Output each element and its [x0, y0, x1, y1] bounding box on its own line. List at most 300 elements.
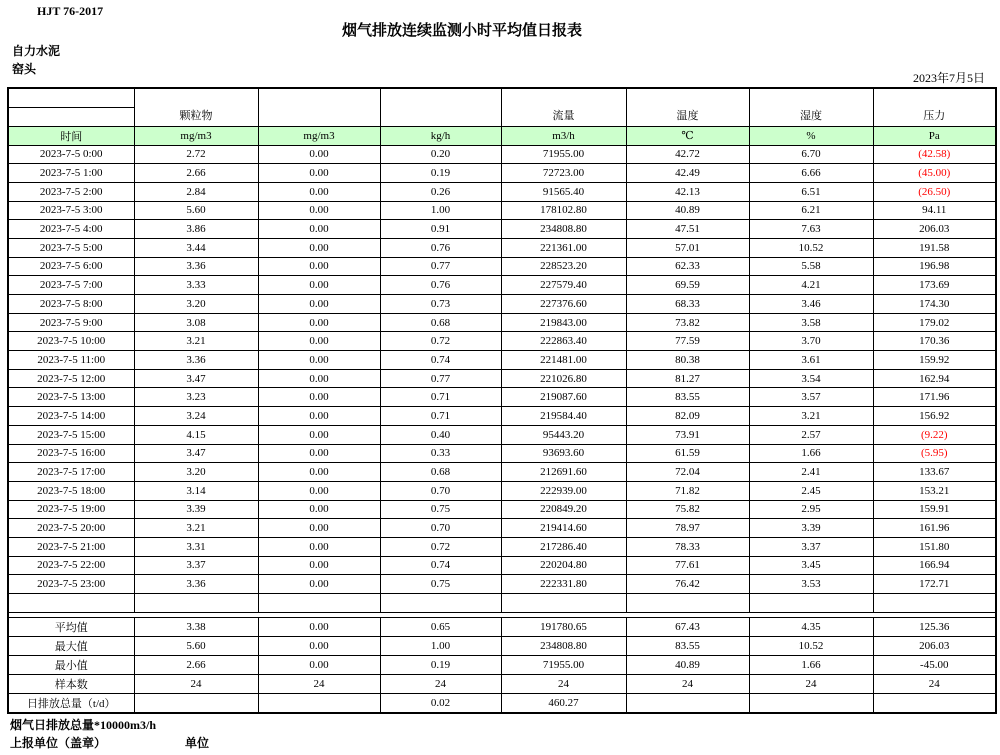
value-cell: 0.73 [380, 295, 501, 314]
value-cell: 0.26 [380, 182, 501, 201]
value-cell: (9.22) [873, 425, 996, 444]
value-cell: 0.00 [258, 182, 380, 201]
value-cell: 3.58 [749, 313, 873, 332]
value-cell: 57.01 [626, 238, 749, 257]
title-container [0, 19, 924, 40]
value-cell: 0.00 [258, 351, 380, 370]
value-cell: 178102.80 [501, 201, 626, 220]
value-cell: 0.00 [258, 463, 380, 482]
time-cell: 2023-7-5 11:00 [8, 351, 134, 370]
time-cell: 2023-7-5 7:00 [8, 276, 134, 295]
value-cell: 0.33 [380, 444, 501, 463]
empty-cell [8, 594, 134, 613]
value-cell: 0.72 [380, 332, 501, 351]
value-cell: 1.00 [380, 637, 501, 656]
value-cell: 234808.80 [501, 220, 626, 239]
value-cell: 2.45 [749, 481, 873, 500]
page-title: 烟气排放连续监测小时平均值日报表 [341, 23, 582, 39]
value-cell: 0.00 [258, 425, 380, 444]
value-cell: 71955.00 [501, 656, 626, 675]
value-cell [626, 594, 749, 613]
table-row [8, 313, 996, 332]
value-cell: 24 [380, 675, 501, 694]
value-cell: 10.52 [749, 637, 873, 656]
value-cell: 0.77 [380, 257, 501, 276]
value-cell: 3.86 [134, 220, 258, 239]
value-cell [134, 594, 258, 613]
value-cell: 0.00 [258, 201, 380, 220]
value-cell: 125.36 [873, 618, 996, 637]
value-cell: 3.38 [134, 618, 258, 637]
value-cell: 24 [134, 675, 258, 694]
table-row [8, 295, 996, 314]
value-cell: 3.20 [134, 295, 258, 314]
value-cell: 206.03 [873, 637, 996, 656]
value-cell: 3.36 [134, 257, 258, 276]
time-cell: 2023-7-5 18:00 [8, 481, 134, 500]
table-body [8, 145, 996, 713]
value-cell: 3.61 [749, 351, 873, 370]
value-cell: 174.30 [873, 295, 996, 314]
table-row [8, 407, 996, 426]
column-header-time: 时间 [8, 126, 134, 145]
value-cell: 61.59 [626, 444, 749, 463]
empty-row [8, 594, 996, 613]
value-cell: 0.00 [258, 500, 380, 519]
value-cell: 172.71 [873, 575, 996, 594]
time-cell: 2023-7-5 6:00 [8, 257, 134, 276]
value-cell: 219087.60 [501, 388, 626, 407]
value-cell: 219843.00 [501, 313, 626, 332]
value-cell: 161.96 [873, 519, 996, 538]
summary-label-cell: 最大值 [8, 637, 134, 656]
value-cell: 0.00 [258, 332, 380, 351]
value-cell: 47.51 [626, 220, 749, 239]
value-cell: 0.76 [380, 238, 501, 257]
value-cell [749, 694, 873, 713]
value-cell: 3.70 [749, 332, 873, 351]
value-cell: 4.35 [749, 618, 873, 637]
time-cell: 2023-7-5 2:00 [8, 182, 134, 201]
value-cell [749, 594, 873, 613]
value-cell: 219414.60 [501, 519, 626, 538]
table-row [8, 369, 996, 388]
value-cell: 221361.00 [501, 238, 626, 257]
value-cell: 0.00 [258, 575, 380, 594]
value-cell: 0.71 [380, 407, 501, 426]
value-cell: 0.40 [380, 425, 501, 444]
value-cell: 3.47 [134, 444, 258, 463]
value-cell: 212691.60 [501, 463, 626, 482]
doc-code: HJT 76-2017 [37, 4, 104, 18]
group-empty-col4 [380, 88, 501, 126]
value-cell: 3.57 [749, 388, 873, 407]
table-row [8, 481, 996, 500]
summary-row [8, 637, 996, 656]
value-cell: 3.21 [134, 332, 258, 351]
value-cell: (26.50) [873, 182, 996, 201]
value-cell: 0.02 [380, 694, 501, 713]
value-cell: 3.20 [134, 463, 258, 482]
value-cell: 78.97 [626, 519, 749, 538]
time-cell: 2023-7-5 20:00 [8, 519, 134, 538]
value-cell: 0.00 [258, 238, 380, 257]
value-cell: 2.95 [749, 500, 873, 519]
value-cell: 71955.00 [501, 145, 626, 164]
time-cell: 2023-7-5 19:00 [8, 500, 134, 519]
value-cell: 3.08 [134, 313, 258, 332]
value-cell: 77.61 [626, 556, 749, 575]
value-cell: 1.00 [380, 201, 501, 220]
value-cell: 0.00 [258, 313, 380, 332]
value-cell: 3.54 [749, 369, 873, 388]
value-cell: 3.31 [134, 537, 258, 556]
column-header-kg-h: kg/h [380, 126, 501, 145]
value-cell: 0.00 [258, 220, 380, 239]
table-row [8, 164, 996, 183]
value-cell: 0.00 [258, 145, 380, 164]
header-empty-cell [8, 88, 134, 107]
value-cell: 72.04 [626, 463, 749, 482]
value-cell: 68.33 [626, 295, 749, 314]
value-cell: 217286.40 [501, 537, 626, 556]
value-cell: 0.00 [258, 257, 380, 276]
column-header-mg-m3-a: mg/m3 [134, 126, 258, 145]
value-cell: 76.42 [626, 575, 749, 594]
value-cell: 156.92 [873, 407, 996, 426]
value-cell: 0.77 [380, 369, 501, 388]
value-cell: 93693.60 [501, 444, 626, 463]
value-cell: 3.36 [134, 575, 258, 594]
value-cell: 0.71 [380, 388, 501, 407]
value-cell: 0.75 [380, 575, 501, 594]
table-row [8, 537, 996, 556]
value-cell: 69.59 [626, 276, 749, 295]
value-cell: 220204.80 [501, 556, 626, 575]
column-header-percent: % [749, 126, 873, 145]
value-cell: 0.70 [380, 519, 501, 538]
value-cell: 6.66 [749, 164, 873, 183]
value-cell [873, 694, 996, 713]
value-cell: 151.80 [873, 537, 996, 556]
time-cell: 2023-7-5 4:00 [8, 220, 134, 239]
value-cell: (45.00) [873, 164, 996, 183]
value-cell: 42.13 [626, 182, 749, 201]
table-row [8, 500, 996, 519]
value-cell: 159.91 [873, 500, 996, 519]
value-cell: 0.70 [380, 481, 501, 500]
report-table [7, 87, 997, 714]
value-cell: 42.49 [626, 164, 749, 183]
value-cell: 0.00 [258, 637, 380, 656]
value-cell: 228523.20 [501, 257, 626, 276]
value-cell: 0.00 [258, 164, 380, 183]
table-row [8, 220, 996, 239]
flow-total-note: 烟气日排放总量*10000m3/h [10, 718, 157, 732]
header-empty-cell [8, 107, 134, 126]
value-cell: 42.72 [626, 145, 749, 164]
group-temperature: 温度 [626, 88, 749, 126]
summary-label-cell: 平均值 [8, 618, 134, 637]
time-cell: 2023-7-5 16:00 [8, 444, 134, 463]
value-cell: 83.55 [626, 637, 749, 656]
value-cell: 133.67 [873, 463, 996, 482]
value-cell: 1.66 [749, 656, 873, 675]
time-cell: 2023-7-5 14:00 [8, 407, 134, 426]
value-cell: 191.58 [873, 238, 996, 257]
value-cell: 5.60 [134, 637, 258, 656]
value-cell [134, 694, 258, 713]
time-cell: 2023-7-5 0:00 [8, 145, 134, 164]
value-cell: 0.74 [380, 351, 501, 370]
time-cell: 2023-7-5 12:00 [8, 369, 134, 388]
value-cell: 222331.80 [501, 575, 626, 594]
summary-label-cell: 日排放总量（t/d） [8, 694, 134, 713]
time-cell: 2023-7-5 3:00 [8, 201, 134, 220]
value-cell: 227579.40 [501, 276, 626, 295]
value-cell: 73.91 [626, 425, 749, 444]
value-cell: 73.82 [626, 313, 749, 332]
value-cell: 77.59 [626, 332, 749, 351]
value-cell: 222939.00 [501, 481, 626, 500]
value-cell: 162.94 [873, 369, 996, 388]
value-cell: 0.00 [258, 388, 380, 407]
unit-label: 单位 [185, 736, 210, 750]
group-particulate: 颗粒物 [134, 88, 258, 126]
value-cell: 24 [749, 675, 873, 694]
value-cell: 3.46 [749, 295, 873, 314]
value-cell: 78.33 [626, 537, 749, 556]
value-cell: 67.43 [626, 618, 749, 637]
value-cell: 5.60 [134, 201, 258, 220]
table-row [8, 257, 996, 276]
summary-label-cell: 样本数 [8, 675, 134, 694]
value-cell: 0.75 [380, 500, 501, 519]
value-cell [501, 594, 626, 613]
value-cell: 95443.20 [501, 425, 626, 444]
group-flow: 流量 [501, 88, 626, 126]
group-empty-col3 [258, 88, 380, 126]
header-spacer-row [8, 88, 996, 107]
summary-row [8, 618, 996, 637]
table-row [8, 556, 996, 575]
time-cell: 2023-7-5 15:00 [8, 425, 134, 444]
value-cell: 3.23 [134, 388, 258, 407]
value-cell: 0.00 [258, 556, 380, 575]
time-cell: 2023-7-5 10:00 [8, 332, 134, 351]
value-cell: 159.92 [873, 351, 996, 370]
value-cell: 7.63 [749, 220, 873, 239]
value-cell: 0.65 [380, 618, 501, 637]
value-cell [258, 694, 380, 713]
value-cell: 40.89 [626, 656, 749, 675]
value-cell: 3.37 [134, 556, 258, 575]
value-cell [380, 594, 501, 613]
table-row [8, 276, 996, 295]
value-cell: 80.38 [626, 351, 749, 370]
value-cell: 6.51 [749, 182, 873, 201]
time-cell: 2023-7-5 9:00 [8, 313, 134, 332]
value-cell: 0.00 [258, 618, 380, 637]
table-row [8, 575, 996, 594]
value-cell: 75.82 [626, 500, 749, 519]
value-cell: 179.02 [873, 313, 996, 332]
value-cell: 2.41 [749, 463, 873, 482]
value-cell: 221026.80 [501, 369, 626, 388]
value-cell: 2.66 [134, 656, 258, 675]
value-cell: 1.66 [749, 444, 873, 463]
value-cell: 3.45 [749, 556, 873, 575]
value-cell: 0.76 [380, 276, 501, 295]
time-cell: 2023-7-5 13:00 [8, 388, 134, 407]
value-cell: 6.70 [749, 145, 873, 164]
value-cell: 91565.40 [501, 182, 626, 201]
value-cell: 153.21 [873, 481, 996, 500]
time-cell: 2023-7-5 23:00 [8, 575, 134, 594]
value-cell: 3.33 [134, 276, 258, 295]
value-cell [258, 594, 380, 613]
value-cell: 0.00 [258, 276, 380, 295]
value-cell: 220849.20 [501, 500, 626, 519]
report-unit-label: 上报单位（盖章） [10, 736, 107, 750]
value-cell: 0.00 [258, 481, 380, 500]
summary-row [8, 694, 996, 713]
value-cell: 0.00 [258, 407, 380, 426]
value-cell: 222863.40 [501, 332, 626, 351]
report-date: 2023年7月5日 [912, 71, 985, 85]
value-cell: 24 [873, 675, 996, 694]
table-row [8, 332, 996, 351]
value-cell: 171.96 [873, 388, 996, 407]
value-cell: 227376.60 [501, 295, 626, 314]
time-cell: 2023-7-5 1:00 [8, 164, 134, 183]
value-cell: 24 [501, 675, 626, 694]
value-cell [626, 694, 749, 713]
value-cell: 234808.80 [501, 637, 626, 656]
value-cell: 3.39 [134, 500, 258, 519]
time-cell: 2023-7-5 22:00 [8, 556, 134, 575]
value-cell: 0.19 [380, 164, 501, 183]
value-cell: 206.03 [873, 220, 996, 239]
value-cell: 3.14 [134, 481, 258, 500]
value-cell: 0.74 [380, 556, 501, 575]
value-cell: 3.36 [134, 351, 258, 370]
value-cell: 170.36 [873, 332, 996, 351]
value-cell: 3.37 [749, 537, 873, 556]
column-header-mg-m3-b: mg/m3 [258, 126, 380, 145]
group-humidity: 湿度 [749, 88, 873, 126]
value-cell: 10.52 [749, 238, 873, 257]
value-cell: 0.00 [258, 369, 380, 388]
value-cell [873, 594, 996, 613]
table-row [8, 145, 996, 164]
summary-label-cell: 最小值 [8, 656, 134, 675]
value-cell: 4.15 [134, 425, 258, 444]
value-cell: 2.72 [134, 145, 258, 164]
value-cell: 0.00 [258, 519, 380, 538]
table-row [8, 444, 996, 463]
value-cell: 83.55 [626, 388, 749, 407]
group-pressure: 压力 [873, 88, 996, 126]
monitoring-point: 窑头 [12, 62, 37, 76]
time-cell: 2023-7-5 5:00 [8, 238, 134, 257]
table-row [8, 519, 996, 538]
value-cell: 2.66 [134, 164, 258, 183]
table-row [8, 201, 996, 220]
value-cell: 0.19 [380, 656, 501, 675]
value-cell: 82.09 [626, 407, 749, 426]
value-cell: 221481.00 [501, 351, 626, 370]
value-cell: 5.58 [749, 257, 873, 276]
value-cell: (5.95) [873, 444, 996, 463]
value-cell: 81.27 [626, 369, 749, 388]
value-cell: 166.94 [873, 556, 996, 575]
value-cell: 24 [626, 675, 749, 694]
value-cell: 2.57 [749, 425, 873, 444]
company-name: 自力水泥 [12, 44, 61, 58]
value-cell: 2.84 [134, 182, 258, 201]
value-cell: 191780.65 [501, 618, 626, 637]
value-cell: 196.98 [873, 257, 996, 276]
units-row [8, 126, 996, 145]
value-cell: 0.20 [380, 145, 501, 164]
value-cell: 0.72 [380, 537, 501, 556]
value-cell: 62.33 [626, 257, 749, 276]
time-cell: 2023-7-5 17:00 [8, 463, 134, 482]
value-cell: (42.58) [873, 145, 996, 164]
time-cell: 2023-7-5 8:00 [8, 295, 134, 314]
table-row [8, 351, 996, 370]
table-row [8, 388, 996, 407]
value-cell: 219584.40 [501, 407, 626, 426]
value-cell: 94.11 [873, 201, 996, 220]
value-cell: 0.00 [258, 656, 380, 675]
table-row [8, 238, 996, 257]
value-cell: -45.00 [873, 656, 996, 675]
value-cell: 0.00 [258, 444, 380, 463]
value-cell: 4.21 [749, 276, 873, 295]
table-row [8, 463, 996, 482]
value-cell: 3.44 [134, 238, 258, 257]
value-cell: 72723.00 [501, 164, 626, 183]
time-cell: 2023-7-5 21:00 [8, 537, 134, 556]
value-cell: 0.91 [380, 220, 501, 239]
column-header-m3-h: m3/h [501, 126, 626, 145]
column-header-pa: Pa [873, 126, 996, 145]
value-cell: 6.21 [749, 201, 873, 220]
value-cell: 0.68 [380, 313, 501, 332]
value-cell: 173.69 [873, 276, 996, 295]
value-cell: 40.89 [626, 201, 749, 220]
value-cell: 3.24 [134, 407, 258, 426]
value-cell: 0.00 [258, 295, 380, 314]
table-row [8, 425, 996, 444]
column-header-celsius: ℃ [626, 126, 749, 145]
value-cell: 3.21 [749, 407, 873, 426]
value-cell: 0.68 [380, 463, 501, 482]
summary-row [8, 656, 996, 675]
value-cell: 3.53 [749, 575, 873, 594]
value-cell: 71.82 [626, 481, 749, 500]
value-cell: 460.27 [501, 694, 626, 713]
summary-row [8, 675, 996, 694]
value-cell: 3.21 [134, 519, 258, 538]
value-cell: 0.00 [258, 537, 380, 556]
table-row [8, 182, 996, 201]
value-cell: 3.47 [134, 369, 258, 388]
value-cell: 24 [258, 675, 380, 694]
value-cell: 3.39 [749, 519, 873, 538]
